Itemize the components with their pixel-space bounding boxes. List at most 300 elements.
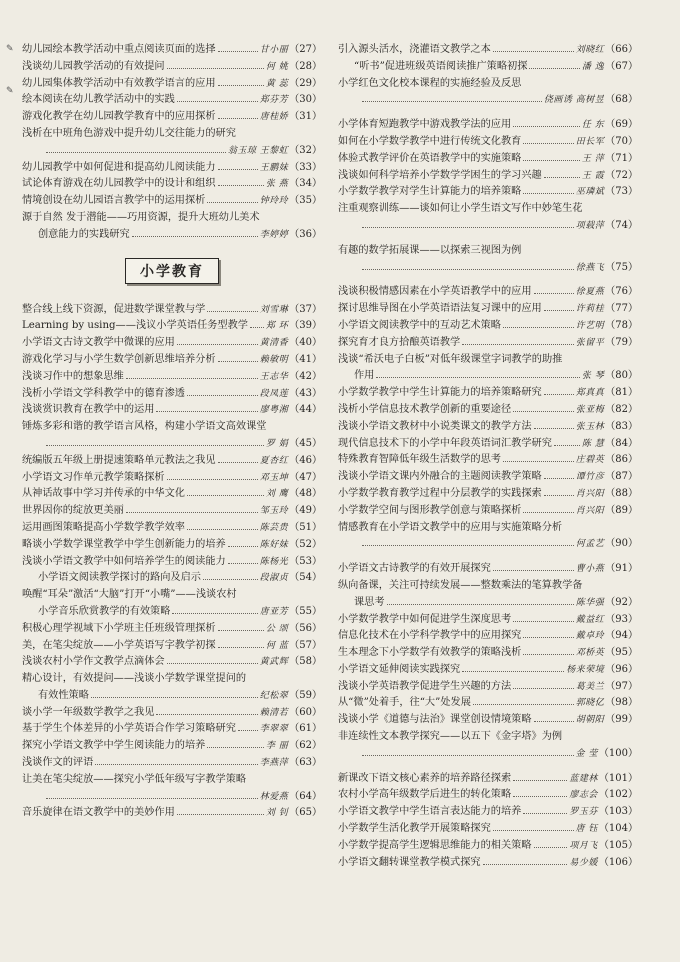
entry-author: 廖粤湘: [259, 405, 289, 416]
entry-title: 浅析小学信息技术教学创新的重要途径: [338, 403, 512, 415]
entry-author: 陈好妹: [259, 539, 289, 550]
entry-page-number: （51）: [289, 521, 322, 533]
entry-author: 徐夏燕: [575, 287, 605, 298]
entry-page-number: （33）: [289, 161, 322, 173]
toc-entry[interactable]: [22, 386, 322, 403]
entry-page-number: （89）: [605, 504, 638, 516]
leader-dots: [250, 326, 264, 328]
toc-entry[interactable]: [22, 419, 322, 436]
leader-dots: [523, 653, 573, 655]
margin-mark-icon: ✎: [6, 86, 14, 96]
entry-page-number: （48）: [289, 488, 322, 500]
entry-author: 张玉林: [575, 421, 605, 432]
entry-page-number: （94）: [605, 630, 638, 642]
entry-title: 精心设计，有效提问——浅谈小学数学课堂提问的: [22, 673, 247, 685]
entry-page-number: （92）: [605, 596, 638, 608]
entry-title: 幼儿园绘本教学活动中重点阅读页面的选择: [22, 44, 216, 55]
toc-entry[interactable]: [22, 654, 322, 671]
entry-author: 李婷婷: [259, 229, 289, 240]
toc-entry[interactable]: [338, 419, 638, 436]
toc-entry[interactable]: [338, 838, 638, 855]
entry-title: 小学语文古诗教学的有效开展探究: [338, 563, 491, 575]
spacer: [338, 276, 638, 284]
toc-entry[interactable]: [338, 787, 638, 804]
leader-dots: [156, 713, 257, 715]
toc-entry[interactable]: [338, 318, 638, 335]
entry-author: 黄武辉: [259, 657, 289, 668]
leader-dots: [46, 444, 264, 446]
entry-page-number: （53）: [289, 555, 322, 567]
leader-dots: [513, 620, 574, 622]
entry-title: 小学音乐欣赏教学的有效策略: [38, 605, 171, 617]
entry-page-number: （81）: [605, 387, 638, 399]
toc-entry[interactable]: [22, 537, 322, 554]
entry-page-number: （83）: [605, 420, 638, 432]
toc-entry[interactable]: [22, 587, 322, 604]
entry-page-number: （27）: [289, 44, 322, 55]
toc-entry[interactable]: [22, 470, 322, 487]
entry-title: 浅谈小学语文课内外融合的主题阅读教学策略: [338, 471, 542, 483]
leader-dots: [529, 67, 579, 69]
leader-dots: [187, 528, 258, 530]
spacer: [338, 235, 638, 243]
toc-entry[interactable]: [22, 109, 322, 126]
toc-entry[interactable]: [338, 469, 638, 486]
toc-entry[interactable]: [22, 318, 322, 335]
entry-title: 小学数学空间与图形教学创意与策略探析: [338, 504, 522, 516]
toc-entry[interactable]: [22, 42, 322, 59]
leader-dots: [513, 125, 580, 127]
leader-dots: [218, 184, 264, 186]
toc-entry[interactable]: [338, 503, 638, 520]
entry-page-number: （31）: [289, 111, 322, 123]
leader-dots: [207, 310, 257, 312]
entry-page-number: （72）: [605, 169, 638, 181]
leader-dots: [462, 670, 564, 672]
entry-page-number: （101）: [598, 772, 638, 784]
toc-entry[interactable]: [22, 453, 322, 470]
right-column: [338, 42, 638, 871]
entry-author: 侥画诱 高树昱: [543, 95, 605, 106]
entry-page-number: （69）: [605, 119, 638, 131]
toc-entry[interactable]: [22, 772, 322, 789]
toc-entry[interactable]: [22, 503, 322, 520]
entry-title: 谈小学一年级数学教学之我见: [22, 706, 155, 718]
entry-title: 现代信息技术下的小学中年段英语词汇教学研究: [338, 437, 552, 449]
toc-entry[interactable]: [338, 855, 638, 872]
toc-entry[interactable]: [338, 536, 638, 553]
toc-entry[interactable]: [22, 92, 322, 109]
toc-entry[interactable]: [22, 402, 322, 419]
entry-author: 潘 逸: [581, 61, 605, 72]
entry-page-number: （73）: [605, 186, 638, 198]
leader-dots: [203, 578, 258, 580]
entry-title: 情感教育在小学语文教学中的应用与实施策略分析: [338, 521, 563, 533]
toc-entry[interactable]: [22, 520, 322, 537]
toc-entry[interactable]: [338, 117, 638, 134]
entry-author: 邹玉玲: [259, 506, 289, 517]
toc-entry[interactable]: [338, 612, 638, 629]
leader-dots: [523, 142, 573, 144]
entry-title: 幼儿园集体教学活动中有效教学语言的应用: [22, 77, 216, 89]
leader-dots: [376, 376, 580, 378]
entry-page-number: （106）: [598, 856, 638, 868]
entry-page-number: （70）: [605, 135, 638, 147]
entry-title: 幼儿园教学中如何促进和提高幼儿阅读能力: [22, 161, 216, 173]
entry-author: 杨来荣境: [566, 664, 605, 675]
toc-entry[interactable]: [22, 369, 322, 386]
leader-dots: [218, 84, 264, 86]
toc-entry[interactable]: [22, 436, 322, 453]
toc-entry[interactable]: [338, 335, 638, 352]
toc-entry[interactable]: [338, 712, 638, 729]
leader-dots: [218, 629, 264, 631]
entry-title: 统编版五年级上册提速策略单元教法之我见: [22, 454, 216, 466]
toc-entry[interactable]: [22, 176, 322, 193]
entry-author: 曹小燕: [575, 564, 605, 575]
toc-entry[interactable]: [338, 436, 638, 453]
entry-author: 王 萍: [581, 153, 605, 164]
leader-dots: [362, 100, 542, 102]
toc-entry[interactable]: [338, 218, 638, 235]
toc-entry[interactable]: [22, 570, 322, 587]
leader-dots: [218, 50, 258, 52]
toc-entry[interactable]: [338, 59, 638, 76]
leader-dots: [156, 410, 257, 412]
toc-entry[interactable]: [338, 520, 638, 537]
toc-entry[interactable]: [338, 695, 638, 712]
entry-title: 浅谈小学语文教材中小说类课文的教学方法: [338, 420, 532, 432]
toc-entry[interactable]: [22, 76, 322, 93]
toc-entry[interactable]: [22, 721, 322, 738]
entry-page-number: （64）: [289, 790, 322, 802]
spacer: [338, 553, 638, 561]
entry-page-number: （29）: [289, 77, 322, 89]
entry-title: 绘本阅读在幼儿教学活动中的实践: [22, 94, 175, 106]
toc-entry[interactable]: [338, 729, 638, 746]
entry-title: 小学语文习作单元教学策略探析: [22, 471, 165, 483]
entry-author: 戴卓玲: [575, 631, 605, 642]
entry-title: 浅谈“希沃电子白板”对低年级课堂字词教学的助推: [338, 353, 563, 365]
entry-title: 运用画图策略提高小学数学教学效率: [22, 521, 185, 533]
toc-group-preschool: [22, 42, 322, 244]
entry-author: 何 蓝: [265, 640, 289, 651]
entry-title: 游戏化学习与小学生数学创新思维培养分析: [22, 353, 216, 365]
entry-title: 非连续性文本教学探究——以五下《金字塔》为例: [338, 731, 563, 743]
toc-entry[interactable]: [338, 804, 638, 821]
toc-entry[interactable]: [338, 628, 638, 645]
leader-dots: [228, 545, 258, 547]
entry-author: 段凤莲: [259, 388, 289, 399]
entry-author: 刘 鹰: [265, 489, 289, 500]
entry-author: 田长军: [575, 136, 605, 147]
leader-dots: [534, 427, 574, 429]
entry-title: 小学语文翻转课堂教学模式探究: [338, 856, 481, 868]
entry-title: 积极心理学视域下小学班主任班级管理探析: [22, 622, 216, 634]
toc-entry[interactable]: [22, 302, 322, 319]
entry-author: 罗玉芬: [569, 807, 598, 818]
toc-entry[interactable]: [338, 821, 638, 838]
entry-page-number: （62）: [289, 740, 322, 752]
entry-author: 胡朝阳: [575, 715, 605, 726]
entry-author: 王鹏妹: [259, 162, 289, 173]
entry-title: 纵向备课，关注可持续发展——整数乘法的笔算教学备: [338, 579, 583, 591]
toc-entry[interactable]: [22, 335, 322, 352]
toc-entry[interactable]: [338, 771, 638, 788]
toc-entry[interactable]: [22, 210, 322, 227]
entry-author: 赖清若: [259, 707, 289, 718]
toc-entry[interactable]: [338, 201, 638, 218]
entry-author: 肖兴阳: [575, 505, 605, 516]
entry-author: 陈华强: [575, 597, 605, 608]
entry-page-number: （30）: [289, 94, 322, 106]
leader-dots: [523, 812, 567, 814]
toc-entry[interactable]: [338, 76, 638, 93]
leader-dots: [207, 746, 264, 748]
toc-entry[interactable]: [22, 638, 322, 655]
entry-title: 探究育才良方拾酿英语教学: [338, 336, 461, 348]
leader-dots: [513, 687, 574, 689]
toc-entry[interactable]: [22, 671, 322, 688]
leader-dots: [172, 612, 257, 614]
entry-author: 甘小丽: [259, 45, 289, 55]
toc-entry[interactable]: [22, 227, 322, 244]
entry-title: 浅谈小学语文教学中如何培养学生的阅读能力: [22, 555, 226, 567]
leader-dots: [177, 100, 258, 102]
leader-dots: [218, 646, 264, 648]
leader-dots: [177, 343, 258, 345]
entry-title: 唤醒“耳朵”激活“大脑”打开“小嘴”——浅谈农村: [22, 589, 237, 601]
toc-entry[interactable]: [338, 42, 638, 59]
left-column: [22, 42, 322, 822]
toc-entry[interactable]: [22, 352, 322, 369]
toc-entry[interactable]: [22, 126, 322, 143]
leader-dots: [523, 192, 573, 194]
toc-entry[interactable]: [22, 59, 322, 76]
toc-entry[interactable]: [338, 595, 638, 612]
entry-page-number: （105）: [598, 839, 638, 851]
spacer: [338, 109, 638, 117]
leader-dots: [126, 511, 258, 513]
toc-entry[interactable]: [22, 738, 322, 755]
entry-title: 从神话故事中学习并传承的中华文化: [22, 488, 185, 500]
entry-page-number: （61）: [289, 723, 322, 735]
entry-page-number: （88）: [605, 487, 638, 499]
entry-title: 生本理念下小学数学有效教学的策略浅析: [338, 647, 522, 659]
entry-author: 林爱燕: [259, 791, 289, 802]
leader-dots: [362, 544, 574, 546]
entry-title: 小学语文延伸阅读实践探究: [338, 663, 461, 675]
toc-entry[interactable]: [22, 805, 322, 822]
entry-page-number: （103）: [598, 806, 638, 818]
entry-author: 郑芬芳: [259, 95, 289, 106]
entry-title: 浅谈习作中的想象思维: [22, 370, 124, 382]
entry-page-number: （68）: [605, 94, 638, 106]
entry-page-number: （74）: [605, 219, 638, 231]
leader-dots: [513, 410, 574, 412]
toc-entry[interactable]: [338, 452, 638, 469]
entry-author: 刘雪琳: [259, 304, 289, 315]
entry-title: 课思考: [354, 596, 385, 608]
entry-author: 黄清香: [259, 338, 289, 349]
toc-entry[interactable]: [338, 402, 638, 419]
entry-title: 略谈小学数学课堂教学中学生创新能力的培养: [22, 538, 226, 550]
toc-entry[interactable]: [338, 352, 638, 369]
leader-dots: [554, 444, 580, 446]
entry-author: 夏杏红: [259, 455, 289, 466]
leader-dots: [167, 478, 258, 480]
toc-entry[interactable]: [22, 789, 322, 806]
leader-dots: [544, 477, 574, 479]
entry-page-number: （28）: [289, 60, 322, 72]
leader-dots: [218, 168, 258, 170]
leader-dots: [493, 569, 574, 571]
toc-entry[interactable]: [338, 151, 638, 168]
toc-entry[interactable]: [338, 284, 638, 301]
leader-dots: [362, 268, 574, 270]
leader-dots: [387, 603, 574, 605]
leader-dots: [523, 511, 573, 513]
toc-entry[interactable]: [338, 746, 638, 763]
toc-entry[interactable]: [338, 184, 638, 201]
entry-title: 基于学生个体差异的小学英语合作学习策略研究: [22, 723, 236, 735]
entry-title: 音乐旋律在语文教学中的美妙作用: [22, 807, 175, 819]
toc-entry[interactable]: [338, 486, 638, 503]
toc-entry[interactable]: [338, 92, 638, 109]
leader-dots: [473, 703, 574, 705]
entry-title: 特殊教育智障低年级生活数学的思考: [338, 454, 501, 466]
entry-author: 易少媛: [569, 857, 598, 868]
entry-title: 作用: [354, 370, 375, 382]
entry-title: 美，在笔尖绽放——小学英语写字教学初探: [22, 639, 216, 651]
entry-page-number: （42）: [289, 370, 322, 382]
entry-author: 巫璘斌: [575, 187, 605, 198]
entry-page-number: （55）: [289, 605, 322, 617]
toc-entry[interactable]: [22, 160, 322, 177]
entry-page-number: （90）: [605, 538, 638, 550]
entry-title: 浅谈小学《道德与法治》课堂创设情境策略: [338, 714, 532, 726]
entry-page-number: （59）: [289, 689, 322, 701]
leader-dots: [534, 292, 574, 294]
toc-entry[interactable]: [338, 301, 638, 318]
entry-author: 唐亚芳: [259, 606, 289, 617]
entry-author: 许莉桂: [575, 304, 605, 315]
leader-dots: [503, 460, 574, 462]
toc-entry[interactable]: [22, 554, 322, 571]
leader-dots: [218, 117, 258, 119]
toc-entry[interactable]: [338, 385, 638, 402]
toc-entry[interactable]: [338, 578, 638, 595]
entry-author: 谭竹彦: [575, 472, 605, 483]
entry-page-number: （36）: [289, 228, 322, 240]
toc-entry[interactable]: [22, 621, 322, 638]
leader-dots: [126, 377, 258, 379]
entry-author: 许艺明: [575, 320, 605, 331]
entry-title: 小学数学教育教学过程中分层教学的实践探索: [338, 487, 542, 499]
entry-author: 段淑贞: [259, 573, 289, 584]
entry-author: 翁玉琼 王黎虹: [227, 145, 289, 156]
entry-title: 创意能力的实践研究: [38, 228, 130, 240]
toc-entry[interactable]: [338, 243, 638, 260]
leader-dots: [46, 797, 258, 799]
entry-author: 郑 环: [265, 321, 289, 332]
entry-page-number: （71）: [605, 152, 638, 164]
entry-page-number: （86）: [605, 454, 638, 466]
toc-entry[interactable]: [22, 688, 322, 705]
entry-author: 李翠翠: [259, 724, 289, 735]
entry-title: 整合线上线下资源，促进数学课堂教与学: [22, 303, 206, 315]
leader-dots: [218, 360, 258, 362]
entry-page-number: （35）: [289, 195, 322, 207]
toc-group-primary: [22, 302, 322, 823]
toc-entry[interactable]: [22, 705, 322, 722]
toc-entry[interactable]: [338, 168, 638, 185]
toc-entry[interactable]: [338, 368, 638, 385]
entry-author: 蓝建林: [569, 773, 598, 784]
toc-entry[interactable]: [22, 486, 322, 503]
entry-author: 张 琴: [581, 371, 605, 382]
entry-page-number: （80）: [605, 370, 638, 382]
leader-dots: [207, 201, 257, 203]
toc-entry[interactable]: [22, 143, 322, 160]
entry-title: 从“微”处着手，往“大”处发展: [338, 697, 471, 709]
entry-page-number: （91）: [605, 563, 638, 575]
leader-dots: [187, 394, 258, 396]
entry-author: 黄 蕊: [265, 78, 289, 89]
leader-dots: [544, 393, 574, 395]
toc-entry[interactable]: [22, 193, 322, 210]
leader-dots: [187, 494, 264, 496]
toc-entry[interactable]: [338, 260, 638, 277]
toc-entry[interactable]: [22, 604, 322, 621]
entry-title: 浅析在中班角色游戏中提升幼儿交往能力的研究: [22, 127, 236, 139]
section-heading: [22, 258, 322, 284]
entry-page-number: （95）: [605, 647, 638, 659]
toc-entry[interactable]: [338, 561, 638, 578]
leader-dots: [91, 696, 258, 698]
toc-entry[interactable]: [338, 134, 638, 151]
entry-title: 游戏化教学在幼儿园教学教育中的应用探析: [22, 111, 216, 123]
entry-author: 陈杨光: [259, 556, 289, 567]
entry-author: 葛美兰: [575, 681, 605, 692]
entry-author: 唐桂娇: [259, 112, 289, 123]
entry-author: 陈芸贵: [259, 522, 289, 533]
toc-entry[interactable]: [338, 662, 638, 679]
entry-title: 小学语文阅读教学探讨的路向及启示: [38, 572, 201, 584]
leader-dots: [493, 50, 574, 52]
entry-page-number: （82）: [605, 403, 638, 415]
leader-dots: [513, 795, 567, 797]
entry-page-number: （37）: [289, 303, 322, 315]
leader-dots: [544, 176, 580, 178]
toc-entry[interactable]: [22, 755, 322, 772]
toc-entry[interactable]: [338, 645, 638, 662]
leader-dots: [238, 729, 258, 731]
entry-page-number: （99）: [605, 714, 638, 726]
entry-page-number: （84）: [605, 437, 638, 449]
entry-page-number: （44）: [289, 404, 322, 416]
entry-author: 陈 慧: [581, 438, 605, 449]
entry-author: 纪松翠: [259, 690, 289, 701]
entry-title: “听书”促进班级英语阅读推广策略初探: [354, 60, 528, 72]
entry-title: 有效性策略: [38, 689, 89, 701]
entry-author: 李燕萍: [259, 758, 289, 769]
toc-entry[interactable]: [338, 679, 638, 696]
entry-author: 项月飞: [569, 840, 598, 851]
entry-title: 小学数学教学对学生计算能力的培养策略: [338, 186, 522, 198]
entry-page-number: （54）: [289, 572, 322, 584]
entry-page-number: （100）: [598, 747, 638, 759]
